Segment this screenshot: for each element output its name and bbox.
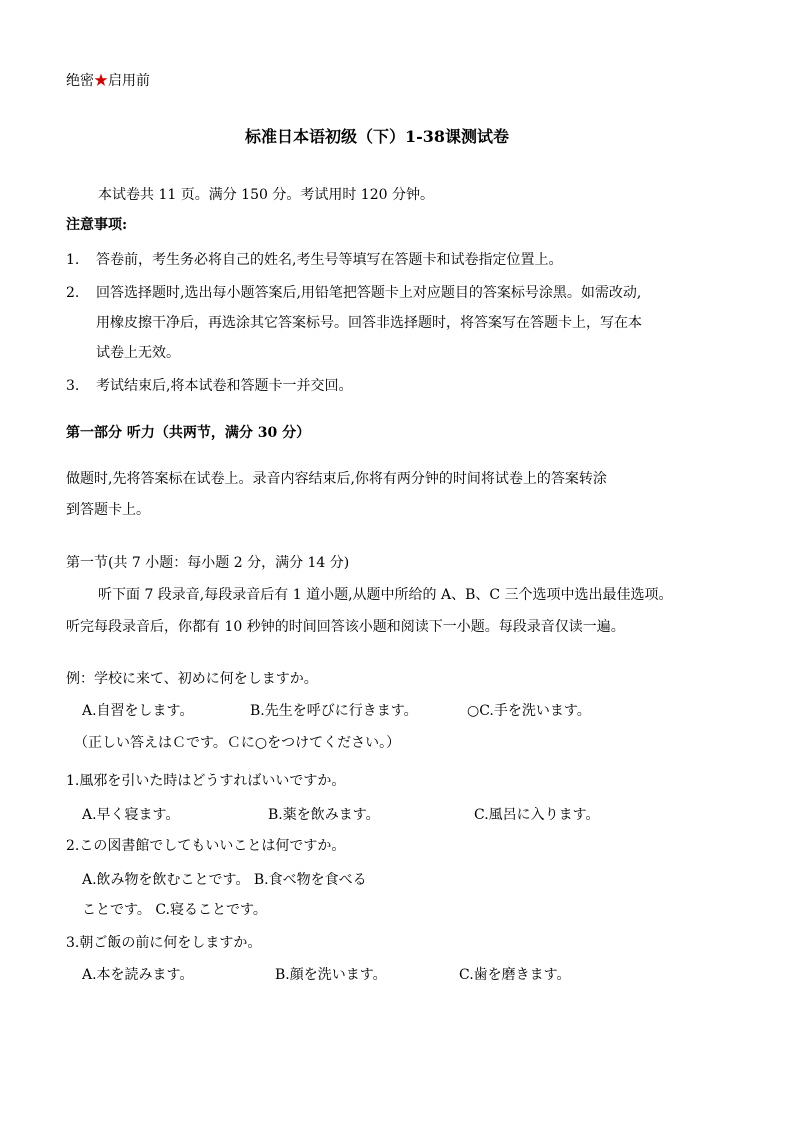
question-3-option-a: A.本を読みます。 [82,967,194,983]
notice-item-2-line-3: 试卷上无效。 [96,345,180,361]
part1-instructions-line-1: 做题时,先将答案标在试卷上。录音内容结束后,你将有两分钟的时间将试卷上的答案转涂 [66,471,607,487]
question-1-option-b: B.薬を飲みます。 [268,807,380,823]
question-1: 1.風邪を引いた時はどうすればいいですか。 [66,773,346,789]
part1-instructions-line-2: 到答题卡上。 [66,502,150,518]
confidential-suffix: 启用前 [108,73,150,89]
page-title: 标准日本语初级（下）1-38课测试卷 [245,127,510,146]
question-2: 2.この図書館でしてもいいことは何ですか。 [66,838,346,854]
intro-text: 本试卷共 11 页。满分 150 分。考试用时 120 分钟。 [98,187,434,203]
confidential-label [66,71,150,91]
section1-instructions-line-2: 听完每段录音后，你都有 10 秒钟的时间回答该小题和阅读下一小题。每段录音仅读一遍。 [66,619,625,635]
notice-item-3-num: 3. [66,378,80,394]
notice-item-2-line-2: 用橡皮擦干净后，再选涂其它答案标号。回答非选择题时，将答案写在答题卡上，写在本 [96,315,642,331]
notice-item-3-line-1: 考试结束后,将本试卷和答题卡一并交回。 [96,378,353,394]
notice-item-1-num: 1. [66,252,80,268]
question-1-option-c: C.風呂に入ります。 [474,807,600,823]
question-2-options-line-1: A.飲み物を飲むことです。 B.食べ物を食べる [82,872,367,888]
question-3-option-b: B.顔を洗います。 [275,967,387,983]
example-option-b: B.先生を呼びに行きます。 [250,703,418,719]
notice-item-2-line-1: 回答选择题时,选出每小题答案后,用铅笔把答题卡上对应题目的答案标号涂黑。如需改动, [96,285,642,301]
star-icon: ★ [94,73,108,89]
question-2-options-line-2: ことです。 C.寝ることです。 [82,902,267,918]
example-note: （正しい答えはＣです。Ｃに○をつけてください。） [74,735,401,751]
example-question: 例：学校に来て、初めに何をしますか。 [66,671,318,687]
part1-heading: 第一部分 听力（共两节，满分 30 分） [66,425,311,441]
notice-item-2-num: 2. [66,285,80,301]
notice-heading: 注意事项: [66,217,128,233]
section1-heading: 第一节(共 7 小题：每小题 2 分，满分 14 分) [66,555,350,571]
example-option-a: A.自習をします。 [82,703,194,719]
notice-item-1-line-1: 答卷前，考生务必将自己的姓名,考生号等填写在答题卡和试卷指定位置上。 [96,252,563,268]
section1-instructions-line-1: 听下面 7 段录音,每段录音后有 1 道小题,从题中所给的 A、B、C 三个选项中选出最佳选项。 [98,587,673,603]
question-1-option-a: A.早く寝ます。 [82,807,180,823]
example-option-c: ○C.手を洗います。 [467,703,591,719]
question-3: 3.朝ご飯の前に何をしますか。 [66,935,262,951]
confidential-prefix: 绝密 [66,73,94,89]
question-3-option-c: C.歯を磨きます。 [459,967,571,983]
